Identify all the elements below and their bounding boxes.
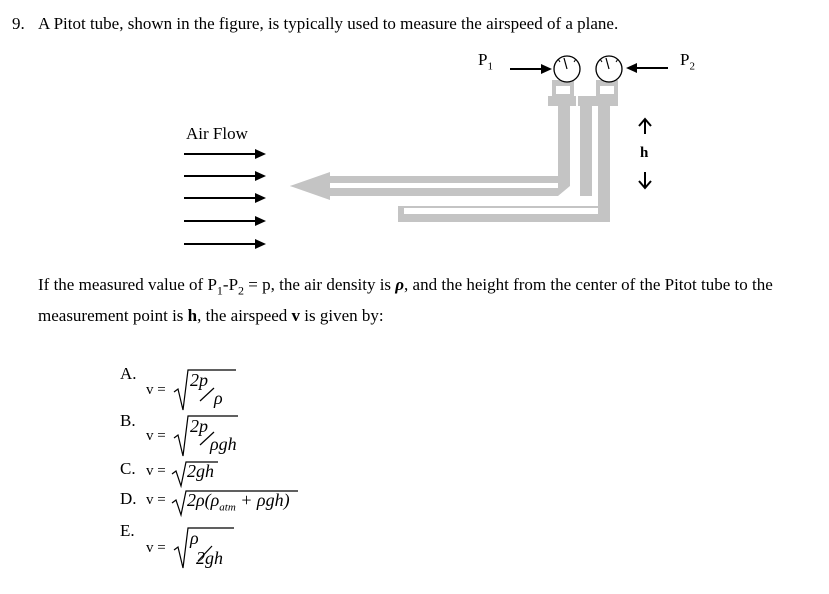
question-number: 9. <box>12 14 25 33</box>
option-e-lhs: v = <box>146 540 166 556</box>
height-label: h <box>640 145 649 161</box>
question-stem: A Pitot tube, shown in the figure, is typically used to measure the airspeed of a plane. <box>38 14 619 33</box>
option-e-letter[interactable]: E. <box>120 521 135 540</box>
option-b-denominator: ρgh <box>210 434 237 454</box>
gauge-p2 <box>596 56 622 82</box>
p1-label: $P_1$ <box>478 50 493 73</box>
option-b-numerator: 2p <box>190 416 208 436</box>
p2-arrow <box>626 63 668 73</box>
option-e-numerator: ρ <box>190 528 199 548</box>
option-d-radicand: $2\rho(\rho_{atm} + \rho gh)$ <box>187 490 290 514</box>
option-b-letter[interactable]: B. <box>120 411 136 430</box>
gauge-p1 <box>554 56 580 82</box>
option-a-lhs: v = <box>146 382 166 398</box>
airflow-label: Air Flow <box>186 124 248 143</box>
option-d-letter[interactable]: D. <box>120 489 137 508</box>
option-e-denominator: 2gh <box>196 548 223 568</box>
option-a-numerator: 2p <box>190 370 208 390</box>
option-b-lhs: v = <box>146 428 166 444</box>
option-a-letter[interactable]: A. <box>120 364 137 383</box>
option-c-radicand: 2gh <box>187 461 214 481</box>
airflow-arrows <box>184 154 256 244</box>
option-c-letter[interactable]: C. <box>120 459 136 478</box>
problem-statement: If the measured value of $P_1-P_2 = p$, the air density is ρ, and the height from the center of the Pitot tube to the measurement point is h, the airspeed v is given by: <box>38 275 773 326</box>
p1-arrow <box>510 64 552 74</box>
option-a-denominator: ρ <box>214 388 223 408</box>
pitot-tube <box>290 80 618 222</box>
p2-label: $P_2$ <box>680 50 695 73</box>
option-c-lhs: v = <box>146 463 166 479</box>
option-d-lhs: v = <box>146 492 166 508</box>
